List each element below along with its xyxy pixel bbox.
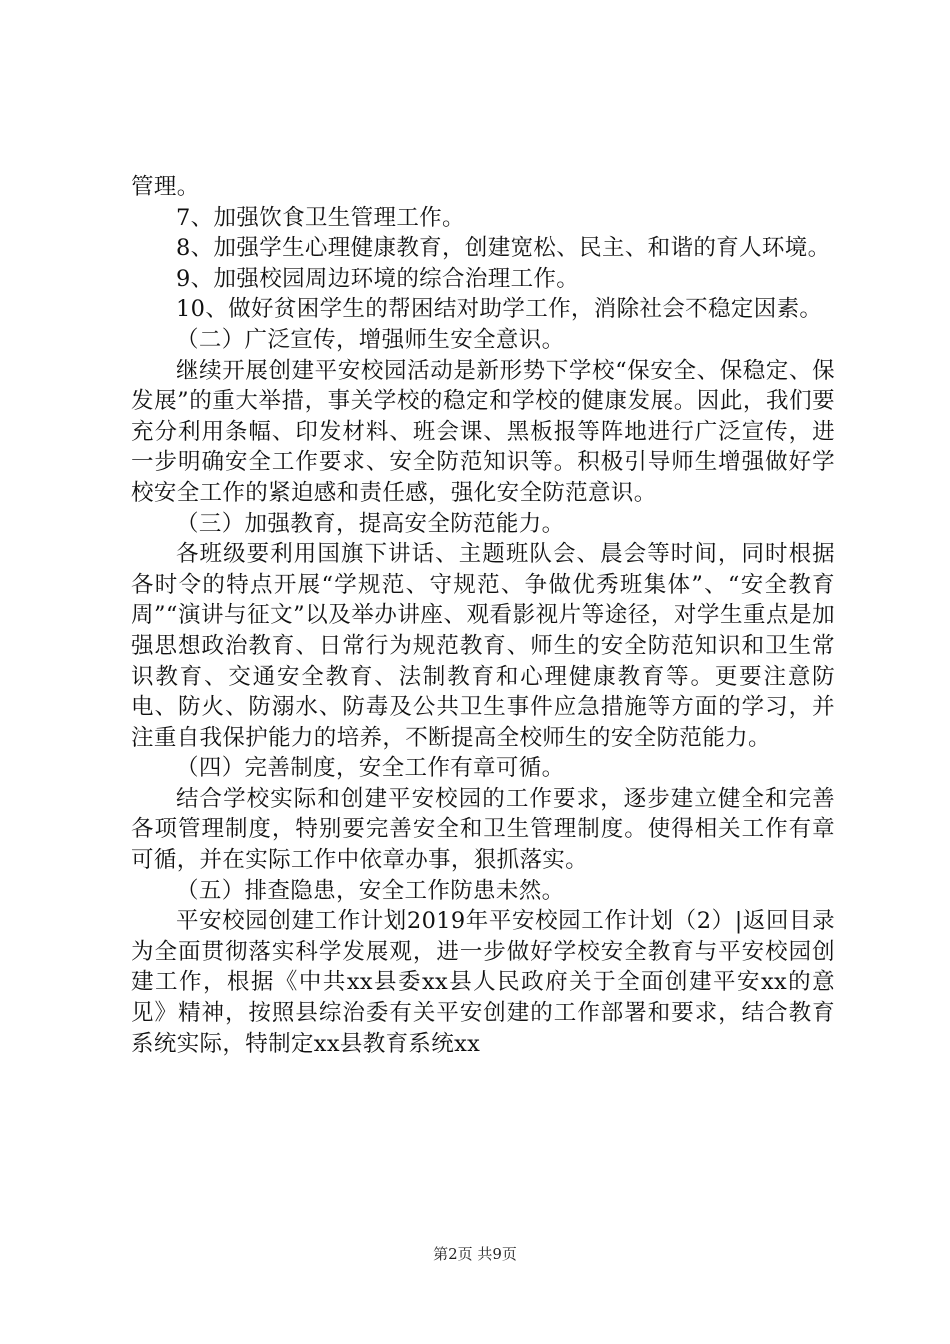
section-heading-4: （四）完善制度，安全工作有章可循。 — [176, 755, 565, 782]
paragraph-9: 各班级要利用国旗下讲话、主题班队会、晨会等时间，同时根据各时令的特点开展“学规范、守规范、争做优秀班集体”、“安全教育周”“演讲与征文”以及举办讲座、观看影视片等途径，对学生重点是加强思想政治教育、日常行为规范教育、师生的安全防范知识和卫生常识教育、交通安全教育、法制教育和心理健康教育等。更要注意防电、防火、防溺水、防毒及公共卫生事件应急措施等方面的学习，并注重自我保护能力的培养，不断提高全校师生的安全防范能力。 — [131, 541, 835, 751]
paragraph-2: 7、加强饮食卫生管理工作。 — [176, 204, 465, 231]
section-heading-2: （二）广泛宣传，增强师生安全意识。 — [176, 326, 565, 353]
paragraph-13: 平安校园创建工作计划2019年平安校园工作计划（2）|返回目录为全面贯彻落实科学发展观，进一步做好学校安全教育与平安校园创建工作，根据《中共xx县委xx县人民政府关于全面创建平安xx的意见》精神，按照县综治委有关平安创建的工作部署和要求，结合教育系统实际，特制定xx县教育系统xx — [131, 908, 835, 1057]
paragraph-3: 8、加强学生心理健康教育，创建宽松、民主、和谐的育人环境。 — [176, 235, 831, 262]
paragraph-1: 管理。 — [131, 174, 200, 200]
section-heading-5: （五）排查隐患，安全工作防患未然。 — [176, 877, 565, 904]
paragraph-5: 10、做好贫困学生的帮困结对助学工作，消除社会不稳定因素。 — [176, 296, 823, 323]
paragraph-11: 结合学校实际和创建平安校园的工作要求，逐步建立健全和完善各项管理制度，特别要完善安全和卫生管理制度。使得相关工作有章可循，并在实际工作中依章办事，狠抓落实。 — [131, 785, 835, 874]
section-heading-3: （三）加强教育，提高安全防范能力。 — [176, 510, 565, 537]
document-body — [131, 172, 835, 1059]
paragraph-7: 继续开展创建平安校园活动是新形势下学校“保安全、保稳定、保发展”的重大举措，事关学校的稳定和学校的健康发展。因此，我们要充分利用条幅、印发材料、班会课、黑板报等阵地进行广泛宣传，进一步明确安全工作要求、安全防范知识等。积极引导师生增强做好学校安全工作的紧迫感和责任感，强化安全防范意识。 — [131, 357, 835, 506]
page-number-footer: 第2页 共9页 — [433, 1245, 517, 1263]
paragraph-4: 9、加强校园周边环境的综合治理工作。 — [176, 265, 580, 292]
